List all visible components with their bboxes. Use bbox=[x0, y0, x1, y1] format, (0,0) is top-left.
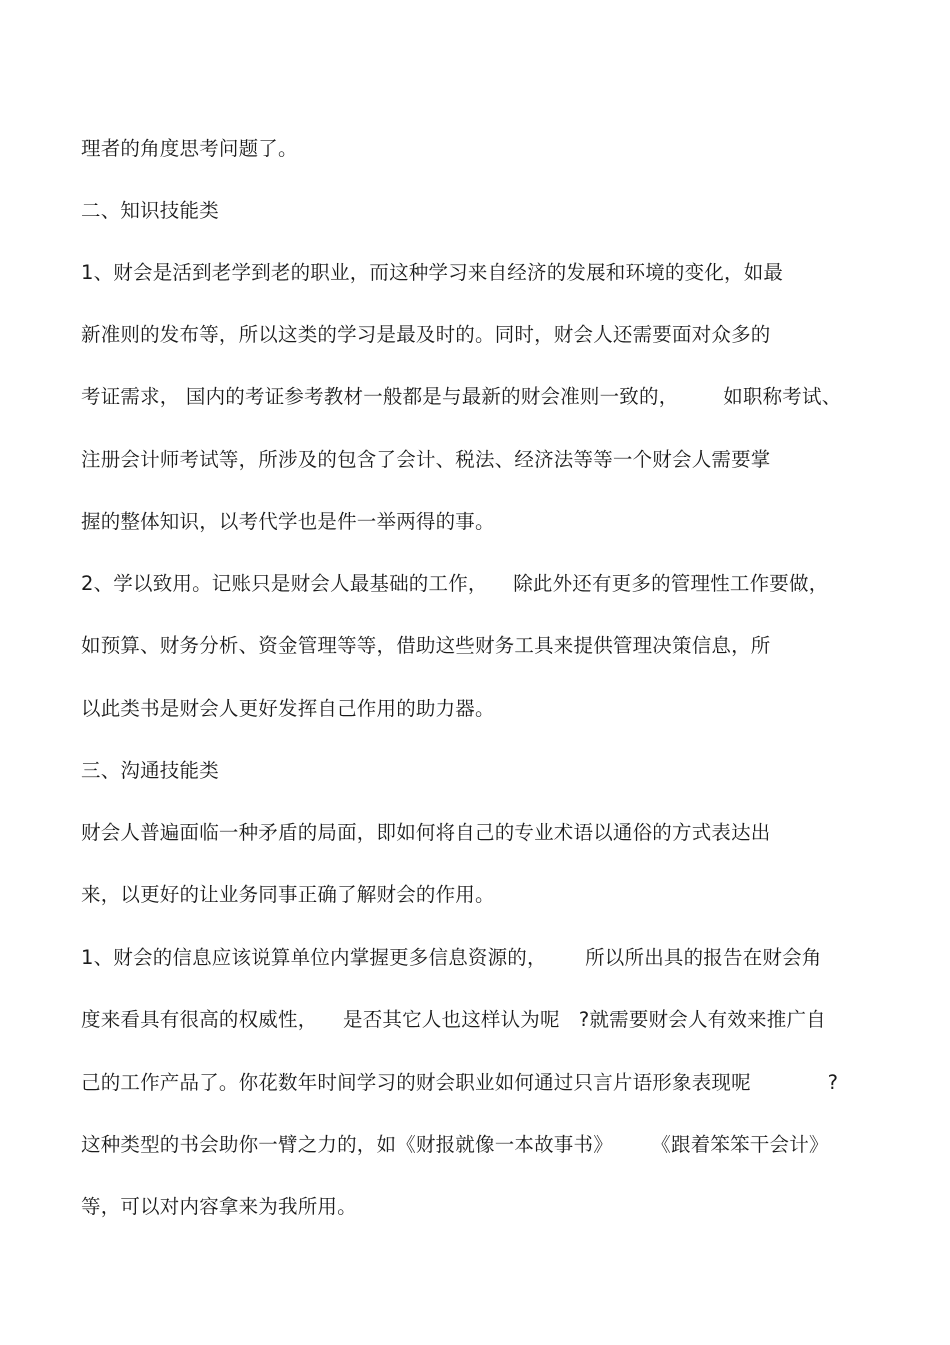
text-line: 这种类型的书会助你一臂之力的，如《财报就像一本故事书》 《跟着笨笨干会计》 bbox=[81, 1133, 829, 1156]
text-line: 考证需求， 国内的考证参考教材一般都是与最新的财会准则一致的， 如职称考试、 bbox=[81, 385, 842, 408]
text-line: 握的整体知识，以考代学也是件一举两得的事。 bbox=[81, 510, 495, 533]
text-line: 新准则的发布等，所以这类的学习是最及时的。同时，财会人还需要面对众多的 bbox=[81, 323, 771, 346]
text-line: 以此类书是财会人更好发挥自己作用的助力器。 bbox=[81, 697, 495, 720]
text-line: 等，可以对内容拿来为我所用。 bbox=[81, 1195, 357, 1218]
text-line: 己的工作产品了。你花数年时间学习的财会职业如何通过只言片语形象表现呢 ? bbox=[81, 1071, 839, 1094]
text-line: 1、财会是活到老学到老的职业，而这种学习来自经济的发展和环境的变化，如最 bbox=[81, 261, 784, 284]
text-line: 财会人普遍面临一种矛盾的局面，即如何将自己的专业术语以通俗的方式表达出 bbox=[81, 821, 771, 844]
text-line: 理者的角度思考问题了。 bbox=[81, 137, 298, 160]
section-heading: 三、沟通技能类 bbox=[81, 759, 219, 782]
text-line: 度来看具有很高的权威性， 是否其它人也这样认为呢 ?就需要财会人有效来推广自 bbox=[81, 1008, 826, 1031]
text-line: 注册会计师考试等，所涉及的包含了会计、税法、经济法等等一个财会人需要掌 bbox=[81, 448, 771, 471]
section-heading: 二、知识技能类 bbox=[81, 199, 219, 222]
text-line: 来，以更好的让业务同事正确了解财会的作用。 bbox=[81, 883, 495, 906]
text-line: 1、财会的信息应该说算单位内掌握更多信息资源的， 所以所出具的报告在财会角 bbox=[81, 946, 822, 969]
text-line: 2、学以致用。记账只是财会人最基础的工作， 除此外还有更多的管理性工作要做， bbox=[81, 572, 829, 595]
text-line: 如预算、财务分析、资金管理等等，借助这些财务工具来提供管理决策信息，所 bbox=[81, 634, 771, 657]
